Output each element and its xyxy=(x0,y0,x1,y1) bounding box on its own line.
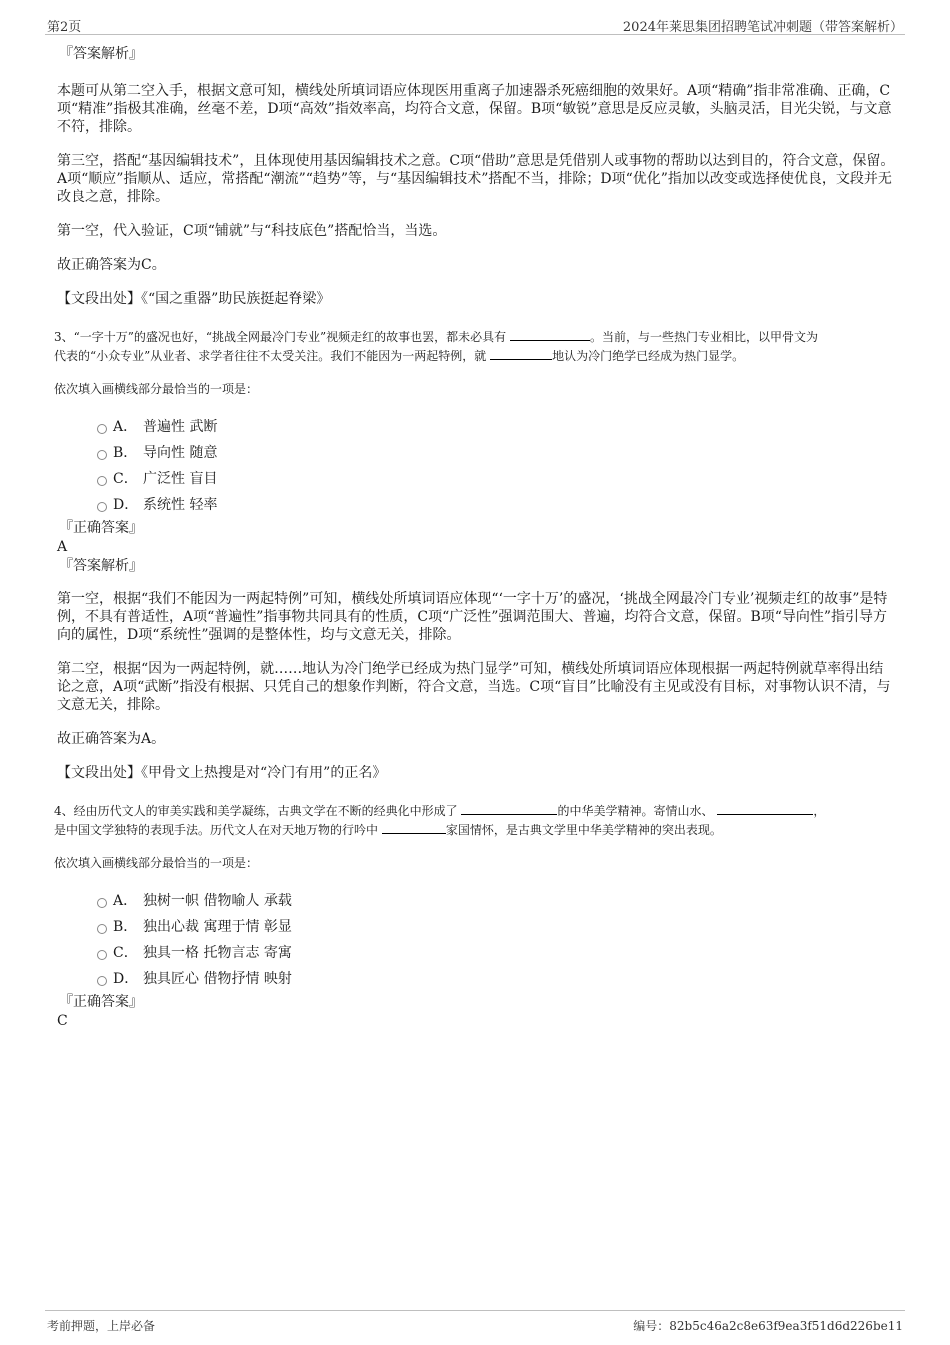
option-text: 独具匠心 借物抒情 映射 xyxy=(143,971,292,987)
option-d[interactable] xyxy=(97,492,897,518)
option-text: 系统性 轻率 xyxy=(143,497,218,513)
correct-answer-value: C xyxy=(57,1013,68,1029)
option-text: 独具一格 托物言志 寄寓 xyxy=(143,945,292,961)
radio-button[interactable] xyxy=(97,476,107,486)
question-text-part: 。当前，与一些热门专业相比，以甲骨文为 xyxy=(590,330,819,344)
question-text-part: 代表的“小众专业”从业者、求学者往往不太受关注。我们不能因为一两起特例，就 xyxy=(54,349,487,363)
radio-button[interactable] xyxy=(97,450,107,460)
analysis-label: 『答案解析』 xyxy=(59,558,143,574)
answer-blank xyxy=(461,802,557,815)
answer-blank xyxy=(510,328,590,341)
option-a[interactable] xyxy=(97,414,897,440)
option-text: 独树一帜 借物喻人 承载 xyxy=(143,893,292,909)
question-3 xyxy=(54,328,897,782)
analysis-paragraph: 第三空，搭配“基因编辑技术”，且体现使用基因编辑技术之意。C项“借助”意思是凭借别人或事物的帮助以达到目的，符合文意，保留。A项“顺应”指顺从、适应，常搭配“潮流”“趋势”等，与“基因编辑技术”搭配不当，排除；D项“优化”指加以改变或选择使优良，文段并无改良之意，排除。 xyxy=(57,153,895,205)
source-citation: 【文段出处】《甲骨文上热搜是对“冷门有用”的正名》 xyxy=(57,765,387,781)
radio-button[interactable] xyxy=(97,950,107,960)
correct-answer-label: 『正确答案』 xyxy=(59,994,143,1010)
page-content xyxy=(54,44,897,1030)
correct-answer-label: 『正确答案』 xyxy=(59,520,143,536)
answer-conclusion: 故正确答案为A。 xyxy=(57,731,166,747)
option-b[interactable] xyxy=(97,440,897,466)
option-letter: B． xyxy=(113,445,138,461)
question-text-part: 4、经由历代文人的审美实践和美学凝练，古典文学在不断的经典化中形成了 xyxy=(54,804,458,818)
correct-answer-value: A xyxy=(57,539,68,555)
question-text-part: 3、“一字十万”的盛况也好，“挑战全网最冷门专业”视频走红的故事也罢，都未必具有 xyxy=(54,330,507,344)
document-id: 编号：82b5c46a2c8e63f9ea3f51d6d226be11 xyxy=(633,1319,903,1333)
option-text: 广泛性 盲目 xyxy=(143,471,218,487)
analysis-paragraph: 本题可从第二空入手，根据文意可知，横线处所填词语应体现医用重离子加速器杀死癌细胞的效果好。A项“精确”指非常准确、正确，C项“精准”指极其准确，丝毫不差，D项“高效”指效率高，均符合文意，保留。B项“敏锐”意思是反应灵敏，头脑灵活，目光尖锐，与文意不符，排除。 xyxy=(57,83,892,135)
radio-button[interactable] xyxy=(97,502,107,512)
option-list xyxy=(97,888,897,992)
option-letter: A． xyxy=(113,893,138,909)
option-text: 导向性 随意 xyxy=(143,445,218,461)
answer-blank xyxy=(382,821,446,834)
option-letter: B． xyxy=(113,919,138,935)
question-text-part: 地认为冷门绝学已经成为热门显学。 xyxy=(552,349,745,363)
option-letter: C． xyxy=(113,945,138,961)
option-c[interactable] xyxy=(97,940,897,966)
source-citation: 【文段出处】《“国之重器”助民族挺起脊梁》 xyxy=(57,291,331,307)
option-letter: A． xyxy=(113,419,138,435)
analysis-paragraph: 第二空，根据“因为一两起特例，就……地认为冷门绝学已经成为热门显学”可知，横线处所填词语应体现根据一两起特例就草率得出结论之意，A项“武断”指没有根据、只凭自己的想象作判断，符合文意，当选。C项“盲目”比喻没有主见或没有目标，对事物认识不清，与文意无关，排除。 xyxy=(57,661,891,713)
option-b[interactable] xyxy=(97,914,897,940)
option-letter: D． xyxy=(113,497,139,513)
option-letter: C． xyxy=(113,471,138,487)
option-d[interactable] xyxy=(97,966,897,992)
document-title: 2024年莱思集团招聘笔试冲刺题（带答案解析） xyxy=(622,20,903,35)
question-text-part: 的中华美学精神。寄情山水、 xyxy=(557,804,714,818)
analysis-block-q2 xyxy=(57,44,897,308)
analysis-label: 『答案解析』 xyxy=(59,46,143,62)
question-text xyxy=(54,328,897,366)
radio-button[interactable] xyxy=(97,898,107,908)
analysis-paragraph: 第一空，代入验证，C项“铺就”与“科技底色”搭配恰当，当选。 xyxy=(57,223,447,239)
question-4 xyxy=(54,802,897,1030)
option-a[interactable] xyxy=(97,888,897,914)
option-letter: D． xyxy=(113,971,139,987)
question-prompt: 依次填入画横线部分最恰当的一项是： xyxy=(54,856,259,870)
question-text-part: 是中国文学独特的表现手法。历代文人在对天地万物的行吟中 xyxy=(54,823,379,837)
answer-blank xyxy=(490,347,552,360)
footer-slogan: 考前押题，上岸必备 xyxy=(47,1319,156,1333)
option-c[interactable] xyxy=(97,466,897,492)
page-number: 第2页 xyxy=(47,20,82,35)
page-footer xyxy=(45,1310,905,1337)
radio-button[interactable] xyxy=(97,424,107,434)
option-text: 普遍性 武断 xyxy=(143,419,218,435)
question-text-part: 家国情怀，是古典文学里中华美学精神的突出表现。 xyxy=(445,823,722,837)
option-text: 独出心裁 寓理于情 彰显 xyxy=(143,919,292,935)
answer-blank xyxy=(717,802,813,815)
answer-conclusion: 故正确答案为C。 xyxy=(57,257,166,273)
option-list xyxy=(97,414,897,518)
question-text xyxy=(54,802,897,840)
question-prompt: 依次填入画横线部分最恰当的一项是： xyxy=(54,382,259,396)
question-text-part: ， xyxy=(813,804,826,818)
page-header xyxy=(45,12,905,35)
analysis-paragraph: 第一空，根据“我们不能因为一两起特例”可知，横线处所填词语应体现“‘一字十万’的盛况，‘挑战全网最冷门专业’视频走红的故事”是特例，不具有普适性，A项“普遍性”指事物共同具有的性质，C项“广泛性”强调范围大、普遍，均符合文意，保留。B项“导向性”指引导方向的属性，D项“系统性”强调的是整体性，均与文意无关，排除。 xyxy=(57,591,888,643)
radio-button[interactable] xyxy=(97,976,107,986)
radio-button[interactable] xyxy=(97,924,107,934)
